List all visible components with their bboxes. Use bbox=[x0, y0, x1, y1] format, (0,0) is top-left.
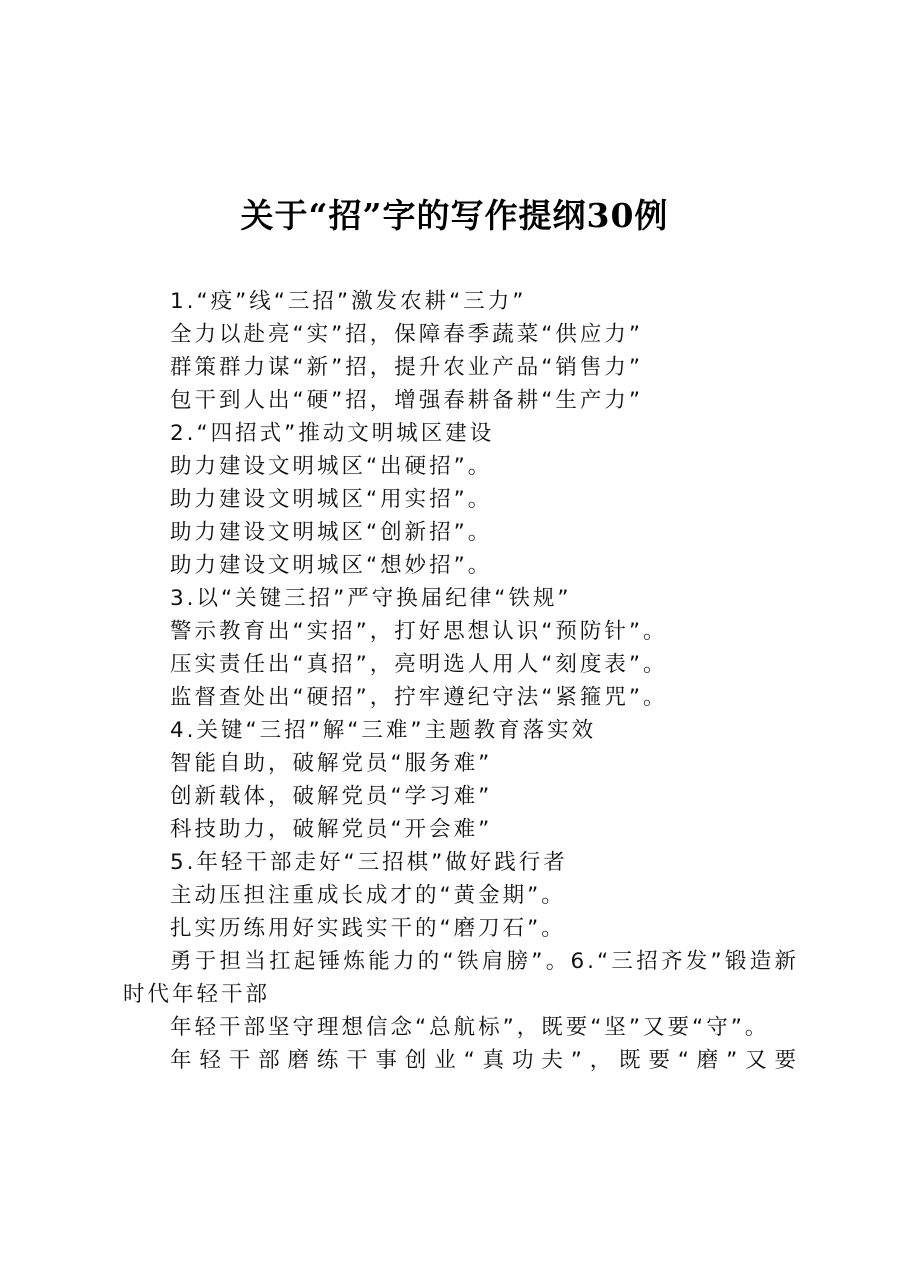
text-line: 助力建设文明城区“用实招”。 bbox=[170, 487, 493, 512]
text-line: 警示教育出“实招”，打好思想认识“预防针”。 bbox=[170, 619, 668, 644]
heading-4: 4.关键“三招”解“三难”主题教育落实效 bbox=[170, 718, 597, 743]
text-line: 科技助力，破解党员“开会难” bbox=[170, 817, 493, 842]
heading-5: 5.年轻干部走好“三招棋”做好践行者 bbox=[170, 850, 568, 875]
heading-3: 3.以“关键三招”严守换届纪律“铁规” bbox=[170, 586, 572, 611]
paragraph: 勇于担当扛起锤炼能力的“铁肩膀”。6.“三招齐发”锻造新时代年轻干部 bbox=[123, 949, 799, 1007]
heading-1: 1.“疫”线“三招”激发农耕“三力” bbox=[170, 289, 527, 314]
text-line: 压实责任出“真招”，亮明选人用人“刻度表”。 bbox=[170, 652, 668, 677]
text-line: 创新载体，破解党员“学习难” bbox=[170, 784, 493, 809]
text-line: 助力建设文明城区“想妙招”。 bbox=[170, 553, 493, 578]
text-line: 助力建设文明城区“创新招”。 bbox=[170, 520, 493, 545]
text-line: 群策群力谋“新”招，提升农业产品“销售力” bbox=[170, 355, 644, 380]
text-line: 扎实历练用好实践实干的“磨刀石”。 bbox=[170, 916, 566, 941]
document-title: 关于“招”字的写作提纲30例 bbox=[240, 196, 669, 235]
paragraph: 年轻干部磨练干事创业“真功夫”，既要“磨”又要 bbox=[170, 1048, 799, 1073]
document-body bbox=[123, 285, 799, 1077]
text-line: 主动压担注重成长成才的“黄金期”。 bbox=[170, 883, 566, 908]
text-line: 助力建设文明城区“出硬招”。 bbox=[170, 454, 493, 479]
paragraph: 年轻干部坚守理想信念“总航标”，既要“坚”又要“守”。 bbox=[170, 1015, 770, 1040]
text-line: 智能自助，破解党员“服务难” bbox=[170, 751, 493, 776]
text-line: 监督查处出“硬招”，拧牢遵纪守法“紧箍咒”。 bbox=[170, 685, 668, 710]
heading-2: 2.“四招式”推动文明城区建设 bbox=[170, 421, 495, 446]
text-line: 包干到人出“硬”招，增强春耕备耕“生产力” bbox=[170, 388, 644, 413]
text-line: 全力以赴亮“实”招，保障春季蔬菜“供应力” bbox=[170, 322, 644, 347]
